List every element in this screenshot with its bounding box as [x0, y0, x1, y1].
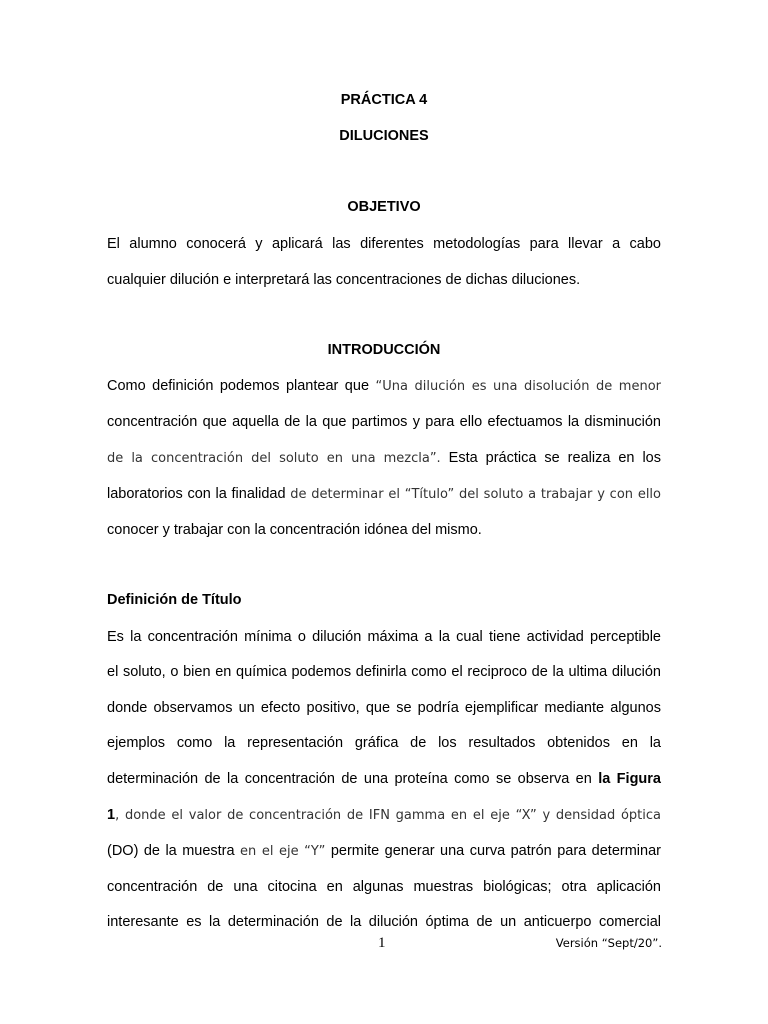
intro-line-5: conocer y trabajar con la concentración idónea del mismo.	[107, 522, 482, 538]
titulo-line-6	[107, 806, 661, 825]
page-title: PRÁCTICA 4	[340, 92, 428, 108]
objetivo-line-1: El alumno conocerá y aplicará las diferentes metodologías para llevar a cabo	[107, 236, 661, 252]
titulo-line-5a: determinación de la concentración de una proteína como se observa en	[107, 771, 599, 787]
intro-quote-3: de la concentración del soluto en una mezcla”.	[107, 451, 441, 466]
titulo-line-3: donde observamos un efecto positivo, que se podría ejemplificar mediante algunos	[107, 700, 661, 716]
titulo-line-7	[107, 842, 661, 861]
intro-line-1a: Como definición podemos plantear que	[107, 378, 376, 394]
intro-quote-1: “Una dilución es una disolución de menor	[375, 379, 662, 394]
intro-line-4b: de determinar el “Título” del soluto a trabajar y con ello	[290, 487, 661, 502]
titulo-line-7a: (DO) de la muestra	[107, 843, 241, 859]
figure-reference: la Figura	[598, 771, 661, 787]
figure-number: 1	[107, 807, 116, 823]
intro-line-3	[107, 449, 661, 468]
intro-line-4a: laboratorios con la finalidad	[107, 486, 291, 502]
titulo-line-7c: permite generar una curva patrón para determinar	[325, 843, 661, 859]
titulo-line-9: interesante es la determinación de la dilución óptima de un anticuerpo comercial	[107, 914, 661, 930]
intro-line-1	[107, 377, 661, 396]
titulo-line-1: Es la concentración mínima o dilución máxima a la cual tiene actividad perceptible	[107, 629, 661, 645]
intro-line-4	[107, 485, 661, 504]
titulo-line-6b: , donde el valor de concentración de IFN gamma en el eje “X” y densidad óptica	[115, 808, 661, 823]
page-number: 1	[378, 935, 386, 951]
page-subtitle: DILUCIONES	[339, 128, 429, 144]
objetivo-line-2: cualquier dilución e interpretará las concentraciones de dichas diluciones.	[107, 272, 581, 288]
titulo-line-2: el soluto, o bien en química podemos definirla como el reciproco de la ultima dilución	[107, 664, 661, 680]
intro-line-3b: Esta práctica se realiza en los	[440, 450, 661, 466]
titulo-line-5	[107, 770, 661, 788]
introduccion-heading: INTRODUCCIÓN	[327, 342, 441, 358]
titulo-line-4: ejemplos como la representación gráfica de los resultados obtenidos en la	[107, 735, 661, 751]
titulo-line-7b: en el eje “Y”	[240, 844, 326, 859]
objetivo-heading: OBJETIVO	[347, 199, 421, 215]
titulo-heading: Definición de Título	[107, 592, 242, 608]
intro-line-2: concentración que aquella de la que partimos y para ello efectuamos la disminución	[107, 414, 661, 430]
titulo-line-8: concentración de una citocina en algunas muestras biológicas; otra aplicación	[107, 879, 661, 895]
version-label: Versión “Sept/20”.	[555, 936, 662, 950]
